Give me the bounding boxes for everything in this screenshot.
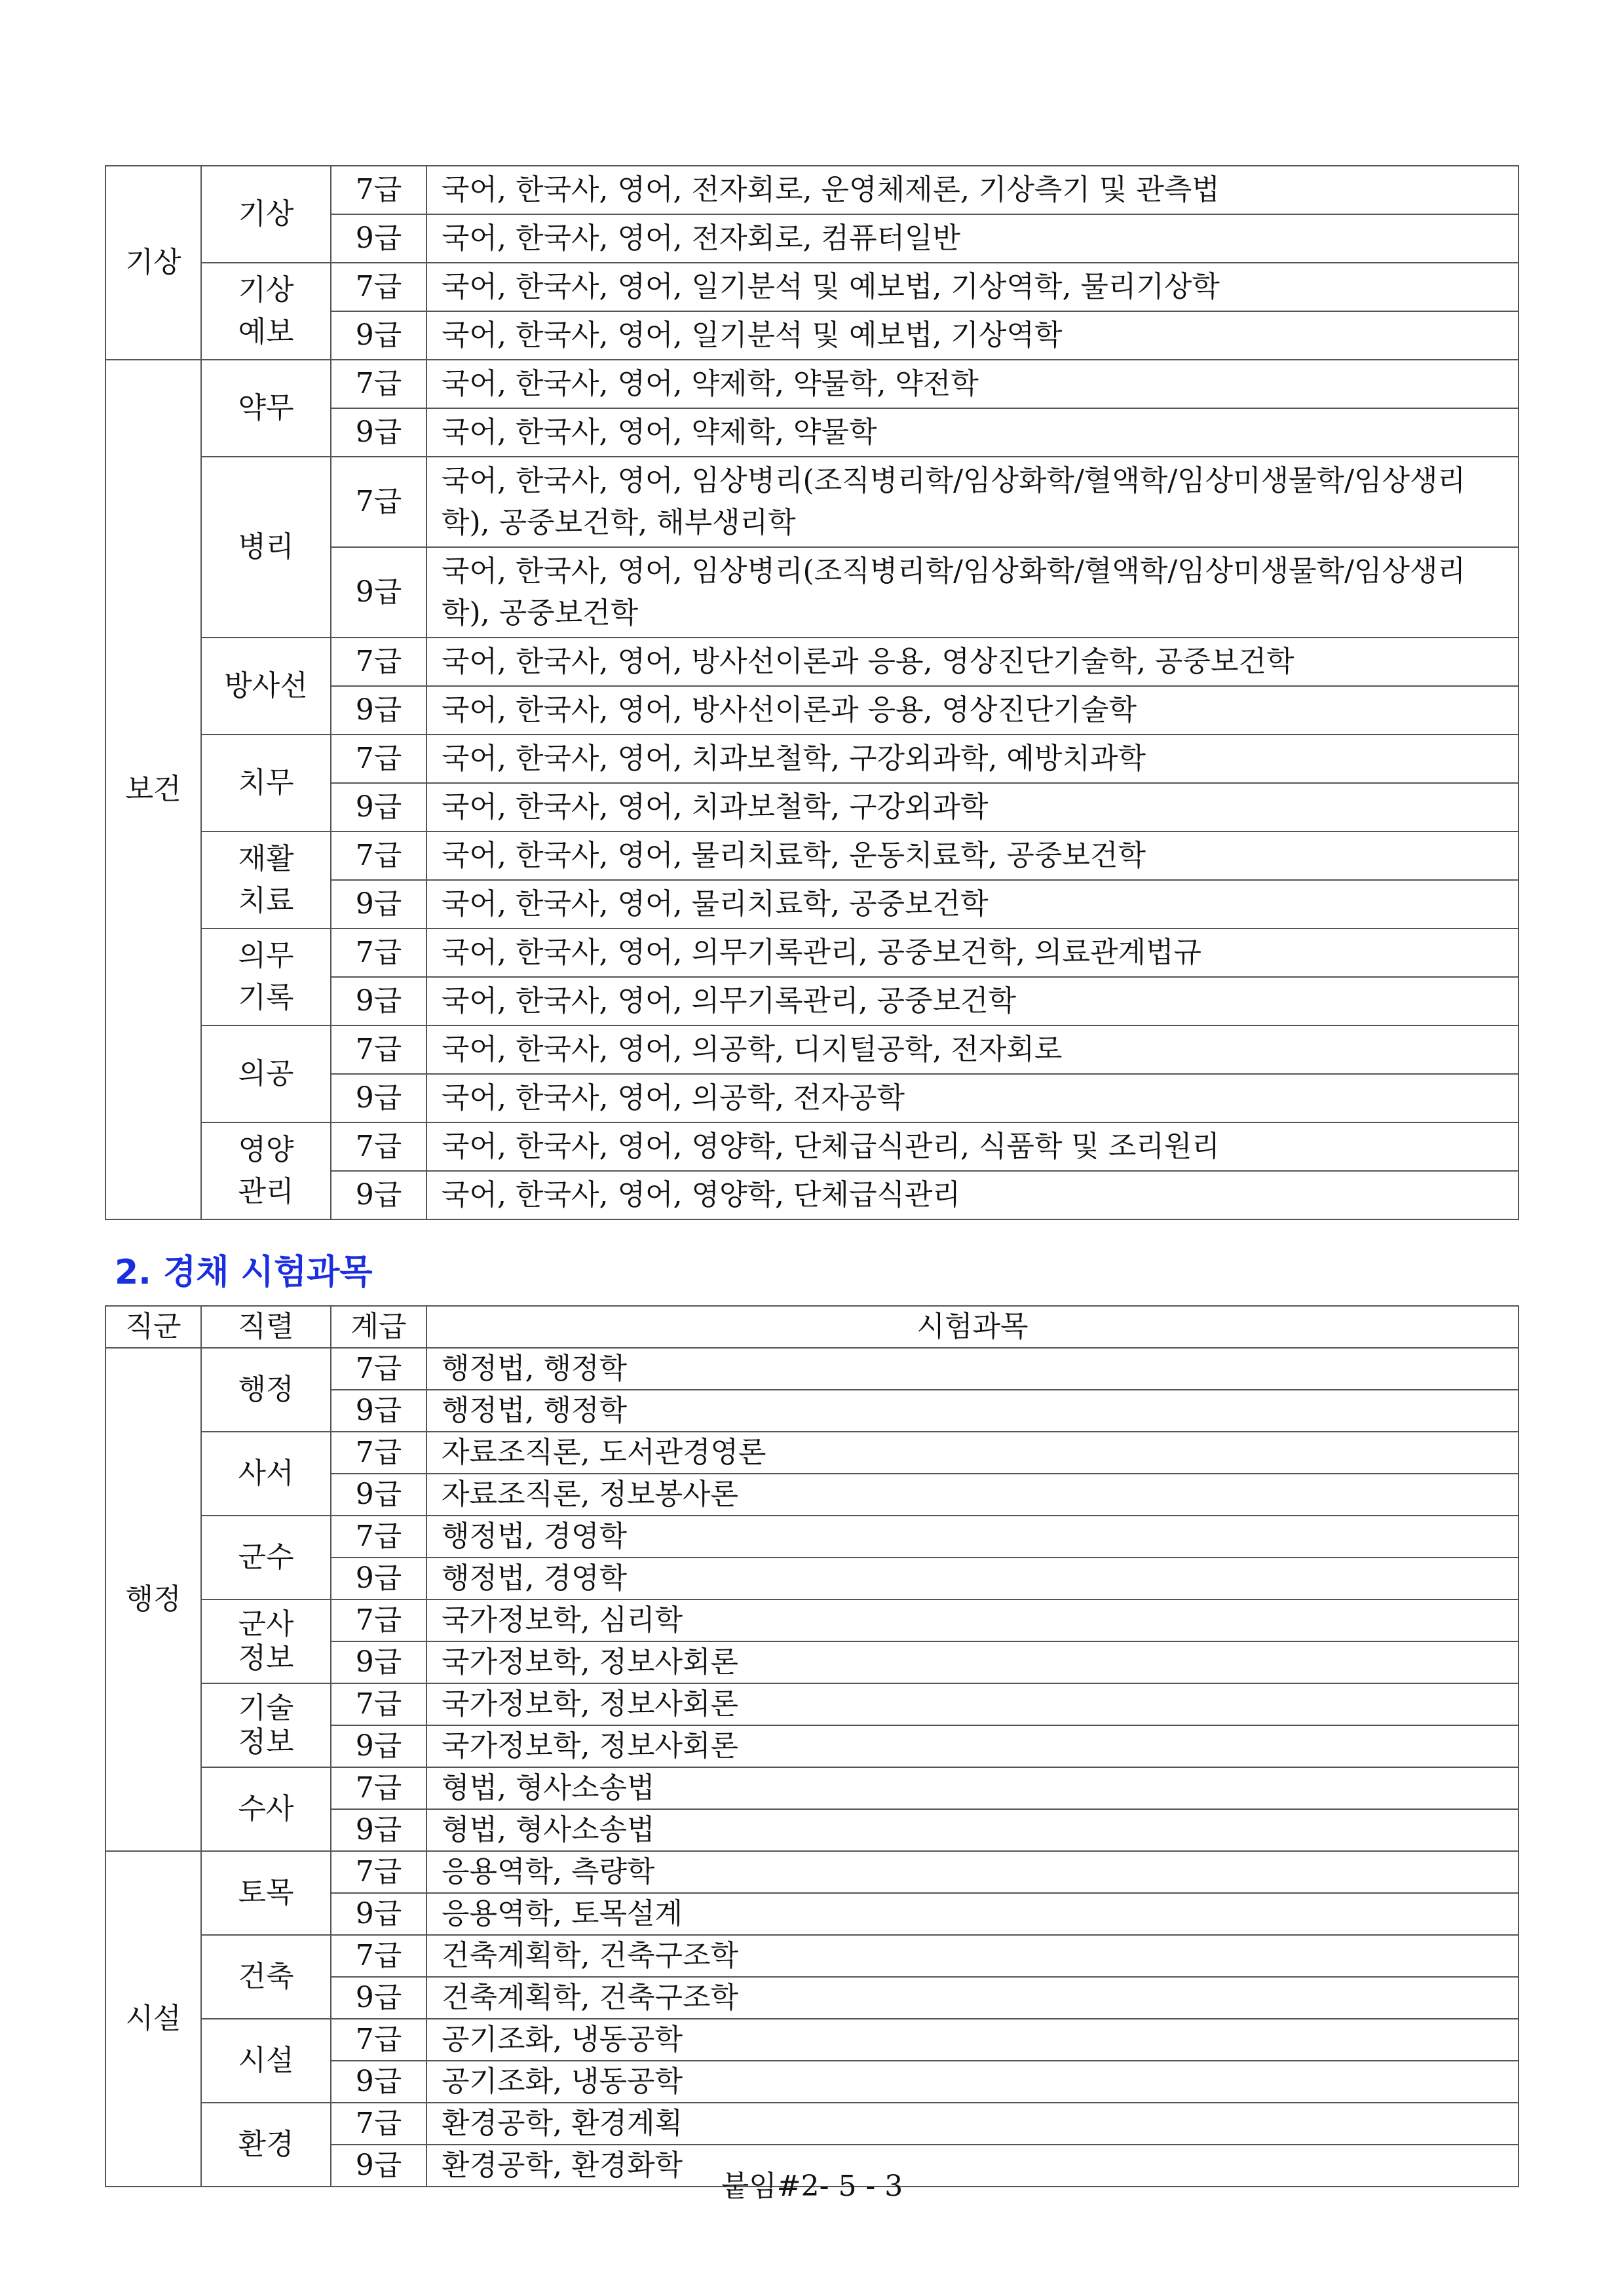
job-series-cell: 재활 치료 xyxy=(201,832,331,928)
subjects-cell: 행정법, 행정학 xyxy=(426,1348,1519,1390)
subjects-cell: 환경공학, 환경화학 xyxy=(426,2145,1519,2187)
subjects-cell: 국어, 한국사, 영어, 전자회로, 컴퓨터일반 xyxy=(426,214,1519,263)
job-series-cell: 수사 xyxy=(201,1767,331,1851)
grade-cell: 7급 xyxy=(331,263,426,311)
subjects-cell: 건축계획학, 건축구조학 xyxy=(426,1935,1519,1977)
subjects-cell: 응용역학, 측량학 xyxy=(426,1851,1519,1893)
job-series-cell: 환경 xyxy=(201,2103,331,2187)
grade-cell: 7급 xyxy=(331,2103,426,2145)
subjects-cell: 행정법, 경영학 xyxy=(426,1558,1519,1599)
table-header-row xyxy=(105,1306,1519,1348)
job-series-cell: 건축 xyxy=(201,1935,331,2019)
subjects-cell: 국어, 한국사, 영어, 약제학, 약물학, 약전학 xyxy=(426,360,1519,408)
job-series-cell: 시설 xyxy=(201,2019,331,2103)
grade-cell: 9급 xyxy=(331,1977,426,2019)
grade-cell: 9급 xyxy=(331,1390,426,1432)
page-footer: 붙임#2- 5 - 3 xyxy=(721,2170,903,2203)
grade-cell: 9급 xyxy=(331,1474,426,1516)
job-series-cell: 영양 관리 xyxy=(201,1122,331,1219)
grade-cell: 7급 xyxy=(331,1025,426,1074)
table-row xyxy=(105,1599,1519,1641)
subjects-cell: 응용역학, 토목설계 xyxy=(426,1893,1519,1935)
grade-cell: 9급 xyxy=(331,783,426,832)
table-row xyxy=(105,1348,1519,1390)
subjects-cell: 국어, 한국사, 영어, 의공학, 전자공학 xyxy=(426,1074,1519,1122)
grade-cell: 9급 xyxy=(331,2061,426,2103)
job-series-cell: 군수 xyxy=(201,1516,331,1599)
subjects-cell: 국어, 한국사, 영어, 물리치료학, 운동치료학, 공중보건학 xyxy=(426,832,1519,880)
table-row xyxy=(105,735,1519,783)
job-series-cell: 사서 xyxy=(201,1432,331,1516)
grade-cell: 9급 xyxy=(331,1893,426,1935)
subjects-cell: 국가정보학, 심리학 xyxy=(426,1599,1519,1641)
table-row xyxy=(105,1935,1519,1977)
job-group-cell: 시설 xyxy=(105,1851,201,2187)
grade-cell: 9급 xyxy=(331,1725,426,1767)
subjects-cell: 국어, 한국사, 영어, 방사선이론과 응용, 영상진단기술학 xyxy=(426,686,1519,735)
grade-cell: 7급 xyxy=(331,1516,426,1558)
table-row xyxy=(105,2103,1519,2145)
job-series-cell: 행정 xyxy=(201,1348,331,1432)
grade-cell: 9급 xyxy=(331,1171,426,1219)
grade-cell: 7급 xyxy=(331,1348,426,1390)
subjects-cell: 국어, 한국사, 영어, 약제학, 약물학 xyxy=(426,408,1519,457)
table-row xyxy=(105,1516,1519,1558)
table-row xyxy=(105,263,1519,311)
grade-cell: 7급 xyxy=(331,2019,426,2061)
table-row xyxy=(105,928,1519,977)
subjects-cell: 행정법, 행정학 xyxy=(426,1390,1519,1432)
job-group-cell: 행정 xyxy=(105,1348,201,1851)
grade-cell: 7급 xyxy=(331,1432,426,1474)
table-row xyxy=(105,1767,1519,1809)
subjects-cell: 국가정보학, 정보사회론 xyxy=(426,1683,1519,1725)
table-row xyxy=(105,457,1519,547)
job-series-cell: 기상 예보 xyxy=(201,263,331,360)
subjects-cell: 환경공학, 환경계획 xyxy=(426,2103,1519,2145)
subjects-cell: 국어, 한국사, 영어, 일기분석 및 예보법, 기상역학, 물리기상학 xyxy=(426,263,1519,311)
table-row xyxy=(105,166,1519,214)
subjects-cell: 자료조직론, 도서관경영론 xyxy=(426,1432,1519,1474)
grade-cell: 7급 xyxy=(331,1767,426,1809)
header-grade: 계급 xyxy=(331,1306,426,1348)
subjects-cell: 국어, 한국사, 영어, 일기분석 및 예보법, 기상역학 xyxy=(426,311,1519,360)
subjects-cell: 국가정보학, 정보사회론 xyxy=(426,1725,1519,1767)
table-row xyxy=(105,638,1519,686)
grade-cell: 9급 xyxy=(331,880,426,928)
grade-cell: 7급 xyxy=(331,457,426,547)
table-row xyxy=(105,1122,1519,1171)
subjects-cell: 국어, 한국사, 영어, 의무기록관리, 공중보건학, 의료관계법규 xyxy=(426,928,1519,977)
subjects-cell: 국어, 한국사, 영어, 전자회로, 운영체제론, 기상측기 및 관측법 xyxy=(426,166,1519,214)
grade-cell: 9급 xyxy=(331,1074,426,1122)
job-group-cell: 보건 xyxy=(105,360,201,1219)
job-series-cell: 의무 기록 xyxy=(201,928,331,1025)
table-row xyxy=(105,1432,1519,1474)
header-job-series: 직렬 xyxy=(201,1306,331,1348)
grade-cell: 7급 xyxy=(331,638,426,686)
grade-cell: 7급 xyxy=(331,360,426,408)
header-exam-subjects: 시험과목 xyxy=(426,1306,1519,1348)
subjects-cell: 국어, 한국사, 영어, 의무기록관리, 공중보건학 xyxy=(426,977,1519,1025)
grade-cell: 7급 xyxy=(331,928,426,977)
table-row xyxy=(105,1851,1519,1893)
subjects-cell: 국어, 한국사, 영어, 임상병리(조직병리학/임상화학/혈액학/임상미생물학/임상생리학), 공중보건학, 해부생리학 xyxy=(426,457,1519,547)
grade-cell: 9급 xyxy=(331,408,426,457)
grade-cell: 9급 xyxy=(331,977,426,1025)
table-row xyxy=(105,2019,1519,2061)
grade-cell: 7급 xyxy=(331,1851,426,1893)
subjects-cell: 공기조화, 냉동공학 xyxy=(426,2061,1519,2103)
grade-cell: 9급 xyxy=(331,214,426,263)
subjects-cell: 건축계획학, 건축구조학 xyxy=(426,1977,1519,2019)
job-series-cell: 병리 xyxy=(201,457,331,638)
subjects-cell: 행정법, 경영학 xyxy=(426,1516,1519,1558)
job-series-cell: 기술 정보 xyxy=(201,1683,331,1767)
section-title: 2. 경채 시험과목 xyxy=(115,1253,373,1292)
subjects-cell: 국어, 한국사, 영어, 임상병리(조직병리학/임상화학/혈액학/임상미생물학/임상생리학), 공중보건학 xyxy=(426,547,1519,638)
grade-cell: 7급 xyxy=(331,166,426,214)
subjects-cell: 국어, 한국사, 영어, 영양학, 단체급식관리, 식품학 및 조리원리 xyxy=(426,1122,1519,1171)
grade-cell: 7급 xyxy=(331,1122,426,1171)
job-group-cell: 기상 xyxy=(105,166,201,360)
grade-cell: 9급 xyxy=(331,1641,426,1683)
job-series-cell: 기상 xyxy=(201,166,331,263)
subjects-cell: 공기조화, 냉동공학 xyxy=(426,2019,1519,2061)
subjects-cell: 자료조직론, 정보봉사론 xyxy=(426,1474,1519,1516)
grade-cell: 7급 xyxy=(331,735,426,783)
job-series-cell: 군사 정보 xyxy=(201,1599,331,1683)
subjects-cell: 국어, 한국사, 영어, 물리치료학, 공중보건학 xyxy=(426,880,1519,928)
table-row xyxy=(105,360,1519,408)
subjects-cell: 형법, 형사소송법 xyxy=(426,1809,1519,1851)
grade-cell: 7급 xyxy=(331,1683,426,1725)
table-row xyxy=(105,1025,1519,1074)
grade-cell: 9급 xyxy=(331,547,426,638)
subjects-cell: 국가정보학, 정보사회론 xyxy=(426,1641,1519,1683)
subjects-cell: 국어, 한국사, 영어, 치과보철학, 구강외과학, 예방치과학 xyxy=(426,735,1519,783)
table-row xyxy=(105,832,1519,880)
subjects-cell: 국어, 한국사, 영어, 의공학, 디지털공학, 전자회로 xyxy=(426,1025,1519,1074)
grade-cell: 9급 xyxy=(331,1809,426,1851)
grade-cell: 9급 xyxy=(331,2145,426,2187)
job-series-cell: 약무 xyxy=(201,360,331,457)
job-series-cell: 방사선 xyxy=(201,638,331,735)
exam-subjects-table-continued xyxy=(105,165,1519,1220)
career-exam-subjects-table xyxy=(105,1305,1519,2187)
job-series-cell: 토목 xyxy=(201,1851,331,1935)
subjects-cell: 형법, 형사소송법 xyxy=(426,1767,1519,1809)
grade-cell: 7급 xyxy=(331,832,426,880)
grade-cell: 7급 xyxy=(331,1599,426,1641)
grade-cell: 7급 xyxy=(331,1935,426,1977)
grade-cell: 9급 xyxy=(331,686,426,735)
grade-cell: 9급 xyxy=(331,311,426,360)
job-series-cell: 치무 xyxy=(201,735,331,832)
subjects-cell: 국어, 한국사, 영어, 방사선이론과 응용, 영상진단기술학, 공중보건학 xyxy=(426,638,1519,686)
subjects-cell: 국어, 한국사, 영어, 영양학, 단체급식관리 xyxy=(426,1171,1519,1219)
job-series-cell: 의공 xyxy=(201,1025,331,1122)
grade-cell: 9급 xyxy=(331,1558,426,1599)
header-job-group: 직군 xyxy=(105,1306,201,1348)
table-row xyxy=(105,1683,1519,1725)
subjects-cell: 국어, 한국사, 영어, 치과보철학, 구강외과학 xyxy=(426,783,1519,832)
